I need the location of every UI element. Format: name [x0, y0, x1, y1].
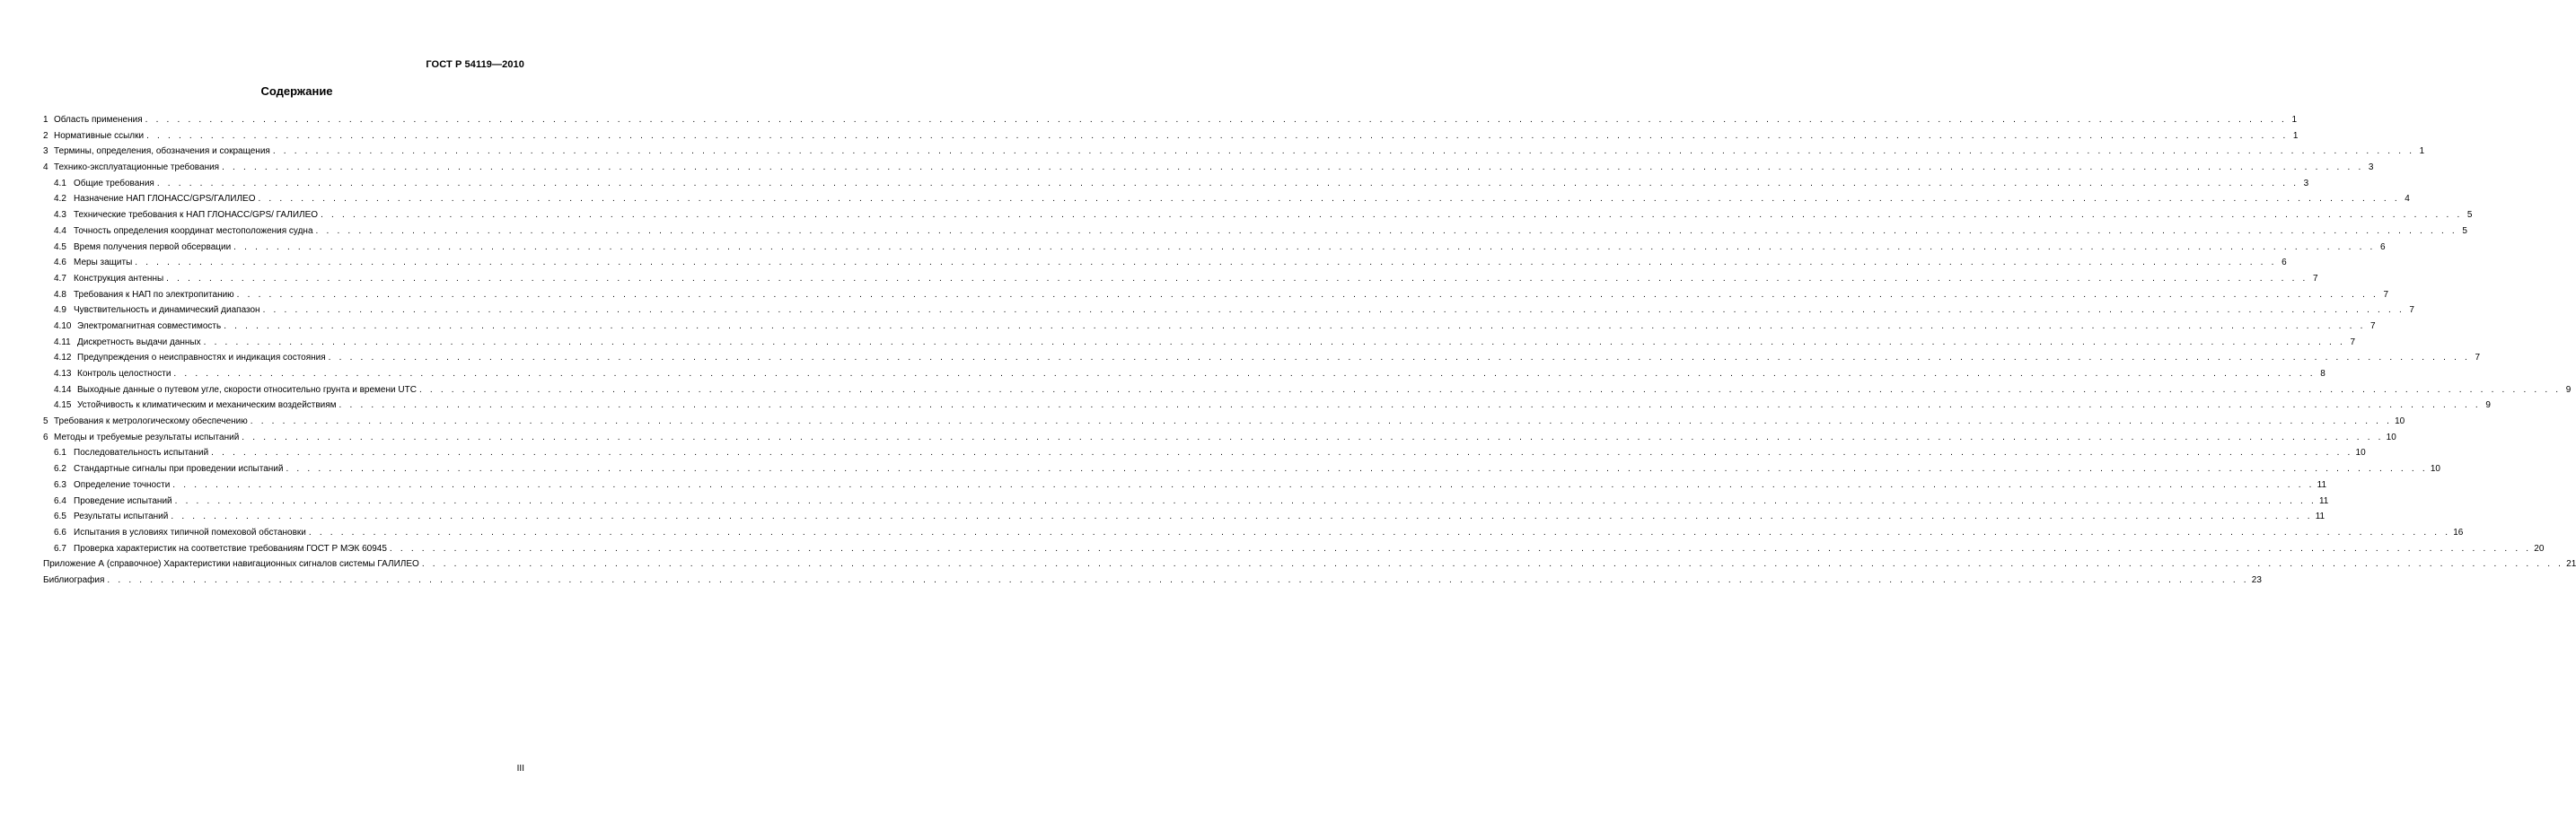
toc-entry-page: 6	[2379, 241, 2386, 252]
dot-leader: . . . . . . . . . . . . . . . . . . . . . . . . . . . . . . . . . . . . . . . . . . . . . . . . . . . . . . . . . . . . . . . . . . . . . . . . . . . . . . . . . . . . . . . . . . . . . . . . . . . . . . . . . . . . . . . . . . . . . . . . . . . . . . . . . . . . . . . . . . . . . . . . . . . . . . . . . . . . . . . . . . . . . . . . . . . . . . . . . . . . . . . . . . . . . . . . . . . . . . . .	[107, 574, 2249, 585]
dot-leader: . . . . . . . . . . . . . . . . . . . . . . . . . . . . . . . . . . . . . . . . . . . . . . . . . . . . . . . . . . . . . . . . . . . . . . . . . . . . . . . . . . . . . . . . . . . . . . . . . . . . . . . . . . . . . . . . . . . . . . . . . . . . . . . . . . . . . . . . . . . . . . . . . . . . . . . . . . . . . . . . . . . . . . . . . . . . . . . . . . . . . . . . . . . . . . . . . . . . . . . .	[135, 258, 2277, 268]
toc-entry[interactable]	[43, 287, 2389, 303]
toc-entry-label: Чувствительность и динамический диапазон	[74, 305, 260, 316]
toc-entry-page: 1	[2419, 146, 2425, 157]
dot-leader: . . . . . . . . . . . . . . . . . . . . . . . . . . . . . . . . . . . . . . . . . . . . . . . . . . . . . . . . . . . . . . . . . . . . . . . . . . . . . . . . . . . . . . . . . . . . . . . . . . . . . . . . . . . . . . . . . . . . . . . . . . . . . . . . . . . . . . . . . . . . . . . . . . . . . . . . . . . . . . . . . . . . . . . . . . . . . . . . . . . . . . . . . . . . . . . . . . . . . . . .	[328, 353, 2471, 363]
dot-leader: . . . . . . . . . . . . . . . . . . . . . . . . . . . . . . . . . . . . . . . . . . . . . . . . . . . . . . . . . . . . . . . . . . . . . . . . . . . . . . . . . . . . . . . . . . . . . . . . . . . . . . . . . . . . . . . . . . . . . . . . . . . . . . . . . . . . . . . . . . . . . . . . . . . . . . . . . . . . . . . . . . . . . . . . . . . . . . . . . . . . . . . . . . . . . . . . . . . . . . . .	[172, 479, 2315, 490]
dot-leader: . . . . . . . . . . . . . . . . . . . . . . . . . . . . . . . . . . . . . . . . . . . . . . . . . . . . . . . . . . . . . . . . . . . . . . . . . . . . . . . . . . . . . . . . . . . . . . . . . . . . . . . . . . . . . . . . . . . . . . . . . . . . . . . . . . . . . . . . . . . . . . . . . . . . . . . . . . . . . . . . . . . . . . . . . . . . . . . . . . . . . . . . . . . . . . . . . . . . . . . .	[156, 178, 2299, 188]
toc-entry-page: 5	[2462, 225, 2467, 236]
dot-leader: . . . . . . . . . . . . . . . . . . . . . . . . . . . . . . . . . . . . . . . . . . . . . . . . . . . . . . . . . . . . . . . . . . . . . . . . . . . . . . . . . . . . . . . . . . . . . . . . . . . . . . . . . . . . . . . . . . . . . . . . . . . . . . . . . . . . . . . . . . . . . . . . . . . . . . . . . . . . . . . . . . . . . . . . . . . . . . . . . . . . . . . . . . . . . . . . . . . . . . . .	[418, 384, 2562, 395]
toc-entry[interactable]	[43, 350, 2481, 366]
toc-entry[interactable]	[43, 541, 2545, 557]
toc-entry-label: Электромагнитная совместимость	[77, 320, 222, 331]
toc-entry-number: 6.6	[54, 527, 66, 538]
toc-entry[interactable]	[43, 207, 2473, 223]
toc-entry-label: Результаты испытаний	[74, 512, 169, 522]
table-of-contents	[43, 112, 2576, 589]
toc-entry-label: Последовательность испытаний	[74, 448, 209, 459]
toc-entry-number: 4.9	[54, 305, 66, 316]
dot-leader: . . . . . . . . . . . . . . . . . . . . . . . . . . . . . . . . . . . . . . . . . . . . . . . . . . . . . . . . . . . . . . . . . . . . . . . . . . . . . . . . . . . . . . . . . . . . . . . . . . . . . . . . . . . . . . . . . . . . . . . . . . . . . . . . . . . . . . . . . . . . . . . . . . . . . . . . . . . . . . . . . . . . . . . . . . . . . . . . . . . . . . . . . . . . . . . . . . . . . . . .	[242, 432, 2384, 442]
toc-entry-page: 10	[2430, 464, 2440, 475]
dot-leader: . . . . . . . . . . . . . . . . . . . . . . . . . . . . . . . . . . . . . . . . . . . . . . . . . . . . . . . . . . . . . . . . . . . . . . . . . . . . . . . . . . . . . . . . . . . . . . . . . . . . . . . . . . . . . . . . . . . . . . . . . . . . . . . . . . . . . . . . . . . . . . . . . . . . . . . . . . . . . . . . . . . . . . . . . . . . . . . . . . . . . . . . . . . . . . . . . . . . . . . .	[315, 225, 2457, 236]
toc-entry-label: Меры защиты	[74, 258, 133, 268]
toc-entry-number: 5	[43, 416, 48, 427]
toc-entry-label: Испытания в условиях типичной помеховой обстановки	[74, 527, 306, 538]
toc-entry-page: 7	[2475, 353, 2481, 363]
toc-entry-number: 4	[43, 162, 48, 173]
dot-leader: . . . . . . . . . . . . . . . . . . . . . . . . . . . . . . . . . . . . . . . . . . . . . . . . . . . . . . . . . . . . . . . . . . . . . . . . . . . . . . . . . . . . . . . . . . . . . . . . . . . . . . . . . . . . . . . . . . . . . . . . . . . . . . . . . . . . . . . . . . . . . . . . . . . . . . . . . . . . . . . . . . . . . . . . . . . . . . . . . . . . . . . . . . . . . . . . . . . . . . . .	[145, 115, 2287, 125]
toc-entry-page: 5	[2466, 210, 2473, 221]
toc-entry[interactable]	[43, 176, 2309, 192]
toc-entry-page: 3	[2368, 162, 2374, 173]
toc-entry-number: 4.10	[54, 320, 72, 331]
toc-entry-label: Точность определения координат местоположения судна	[74, 225, 313, 236]
toc-entry[interactable]	[43, 414, 2405, 430]
toc-entry-number: 6.2	[54, 464, 66, 475]
toc-entry-number: 4.6	[54, 258, 66, 268]
toc-entry-label: Дискретность выдачи данных	[77, 337, 201, 347]
toc-entry-number: 4.13	[54, 369, 72, 379]
dot-leader: . . . . . . . . . . . . . . . . . . . . . . . . . . . . . . . . . . . . . . . . . . . . . . . . . . . . . . . . . . . . . . . . . . . . . . . . . . . . . . . . . . . . . . . . . . . . . . . . . . . . . . . . . . . . . . . . . . . . . . . . . . . . . . . . . . . . . . . . . . . . . . . . . . . . . . . . . . . . . . . . . . . . . . . . . . . . . . . . . . . . . . . . . . . . . . . . . . . . . . . .	[173, 369, 2316, 379]
toc-entry-label: Методы и требуемые результаты испытаний	[54, 432, 240, 442]
dot-leader: . . . . . . . . . . . . . . . . . . . . . . . . . . . . . . . . . . . . . . . . . . . . . . . . . . . . . . . . . . . . . . . . . . . . . . . . . . . . . . . . . . . . . . . . . . . . . . . . . . . . . . . . . . . . . . . . . . . . . . . . . . . . . . . . . . . . . . . . . . . . . . . . . . . . . . . . . . . . . . . . . . . . . . . . . . . . . . . . . . . . . . . . . . . . . . . . . . . . . . . .	[308, 527, 2451, 538]
dot-leader: . . . . . . . . . . . . . . . . . . . . . . . . . . . . . . . . . . . . . . . . . . . . . . . . . . . . . . . . . . . . . . . . . . . . . . . . . . . . . . . . . . . . . . . . . . . . . . . . . . . . . . . . . . . . . . . . . . . . . . . . . . . . . . . . . . . . . . . . . . . . . . . . . . . . . . . . . . . . . . . . . . . . . . . . . . . . . . . . . . . . . . . . . . . . . . . . . . . . . . . .	[171, 512, 2313, 522]
dot-leader: . . . . . . . . . . . . . . . . . . . . . . . . . . . . . . . . . . . . . . . . . . . . . . . . . . . . . . . . . . . . . . . . . . . . . . . . . . . . . . . . . . . . . . . . . . . . . . . . . . . . . . . . . . . . . . . . . . . . . . . . . . . . . . . . . . . . . . . . . . . . . . . . . . . . . . . . . . . . . . . . . . . . . . . . . . . . . . . . . . . . . . . . . . . . . . . . . . . . . . . .	[233, 241, 2376, 252]
toc-entry-label: Библиография	[43, 574, 105, 585]
toc-entry-number: 4.2	[54, 194, 66, 205]
toc-entry[interactable]	[43, 430, 2396, 446]
toc-entry-page: 20	[2534, 543, 2545, 554]
toc-entry-page: 1	[2292, 130, 2299, 141]
dot-leader: . . . . . . . . . . . . . . . . . . . . . . . . . . . . . . . . . . . . . . . . . . . . . . . . . . . . . . . . . . . . . . . . . . . . . . . . . . . . . . . . . . . . . . . . . . . . . . . . . . . . . . . . . . . . . . . . . . . . . . . . . . . . . . . . . . . . . . . . . . . . . . . . . . . . . . . . . . . . . . . . . . . . . . . . . . . . . . . . . . . . . . . . . . . . . . . . . . . . . . . .	[203, 337, 2345, 347]
toc-entry-page: 10	[2386, 432, 2396, 442]
toc-entry[interactable]	[43, 445, 2366, 461]
toc-entry-label: Нормативные ссылки	[54, 130, 145, 141]
toc-entry-page: 7	[2383, 289, 2389, 300]
toc-entry-page: 23	[2251, 574, 2262, 585]
toc-entry-number: 4.5	[54, 241, 66, 252]
toc-entry-number: 4.15	[54, 400, 72, 411]
toc-entry-page: 11	[2315, 512, 2325, 522]
toc-entry-page: 10	[2355, 448, 2366, 459]
toc-entry-number: 4.8	[54, 289, 66, 300]
toc-entry-label: Область применения	[54, 115, 143, 125]
toc-entry[interactable]	[43, 573, 2262, 589]
toc-entry-label: Проверка характеристик на соответствие требованиям ГОСТ Р МЭК 60945	[74, 543, 387, 554]
toc-entry-number: 6.3	[54, 479, 66, 490]
dot-leader: . . . . . . . . . . . . . . . . . . . . . . . . . . . . . . . . . . . . . . . . . . . . . . . . . . . . . . . . . . . . . . . . . . . . . . . . . . . . . . . . . . . . . . . . . . . . . . . . . . . . . . . . . . . . . . . . . . . . . . . . . . . . . . . . . . . . . . . . . . . . . . . . . . . . . . . . . . . . . . . . . . . . . . . . . . . . . . . . . . . . . . . . . . . . . . . . . . . . . . . .	[236, 289, 2379, 300]
toc-entry-label: Требования к метрологическому обеспечению	[54, 416, 248, 427]
toc-entry-page: 4	[2405, 194, 2410, 205]
toc-entry-number: 6.1	[54, 448, 66, 459]
toc-entry-label: Проведение испытаний	[74, 495, 172, 506]
toc-entry[interactable]	[43, 128, 2299, 144]
toc-entry-number: 6	[43, 432, 48, 442]
toc-entry-page: 11	[2318, 495, 2329, 506]
toc-entry[interactable]	[43, 398, 2491, 414]
toc-entry[interactable]	[43, 191, 2410, 207]
toc-entry-number: 4.12	[54, 353, 72, 363]
toc-entry-label: Приложение А (справочное) Характеристики навигационных сигналов системы ГАЛИЛЕО	[43, 559, 419, 570]
toc-entry-label: Общие требования	[74, 178, 154, 188]
dot-leader: . . . . . . . . . . . . . . . . . . . . . . . . . . . . . . . . . . . . . . . . . . . . . . . . . . . . . . . . . . . . . . . . . . . . . . . . . . . . . . . . . . . . . . . . . . . . . . . . . . . . . . . . . . . . . . . . . . . . . . . . . . . . . . . . . . . . . . . . . . . . . . . . . . . . . . . . . . . . . . . . . . . . . . . . . . . . . . . . . . . . . . . . . . . . . . . . . . . . . . . .	[258, 194, 2400, 205]
document-id-header: ГОСТ Р 54119—2010	[426, 59, 524, 70]
dot-leader: . . . . . . . . . . . . . . . . . . . . . . . . . . . . . . . . . . . . . . . . . . . . . . . . . . . . . . . . . . . . . . . . . . . . . . . . . . . . . . . . . . . . . . . . . . . . . . . . . . . . . . . . . . . . . . . . . . . . . . . . . . . . . . . . . . . . . . . . . . . . . . . . . . . . . . . . . . . . . . . . . . . . . . . . . . . . . . . . . . . . . . . . . . . . . . . . . . . . . . . .	[146, 130, 2289, 141]
toc-entry-number: 1	[43, 115, 48, 125]
toc-entry-number: 3	[43, 146, 48, 157]
toc-entry-page: 11	[2317, 479, 2327, 490]
toc-entry[interactable]	[43, 366, 2325, 382]
dot-leader: . . . . . . . . . . . . . . . . . . . . . . . . . . . . . . . . . . . . . . . . . . . . . . . . . . . . . . . . . . . . . . . . . . . . . . . . . . . . . . . . . . . . . . . . . . . . . . . . . . . . . . . . . . . . . . . . . . . . . . . . . . . . . . . . . . . . . . . . . . . . . . . . . . . . . . . . . . . . . . . . . . . . . . . . . . . . . . . . . . . . . . . . . . . . . . . . . . . . . . . .	[421, 559, 2564, 570]
toc-entry-number: 6.7	[54, 543, 66, 554]
toc-entry-label: Предупреждения о неисправностях и индикация состояния	[77, 353, 326, 363]
toc-entry-label: Устойчивость к климатическим и механическим воздействиям	[77, 400, 337, 411]
toc-entry[interactable]	[43, 477, 2327, 494]
dot-leader: . . . . . . . . . . . . . . . . . . . . . . . . . . . . . . . . . . . . . . . . . . . . . . . . . . . . . . . . . . . . . . . . . . . . . . . . . . . . . . . . . . . . . . . . . . . . . . . . . . . . . . . . . . . . . . . . . . . . . . . . . . . . . . . . . . . . . . . . . . . . . . . . . . . . . . . . . . . . . . . . . . . . . . . . . . . . . . . . . . . . . . . . . . . . . . . . . . . . . . . .	[222, 162, 2364, 173]
toc-entry-label: Термины, определения, обозначения и сокращения	[54, 146, 270, 157]
toc-entry-number: 4.1	[54, 178, 66, 188]
toc-entry[interactable]	[43, 509, 2325, 525]
dot-leader: . . . . . . . . . . . . . . . . . . . . . . . . . . . . . . . . . . . . . . . . . . . . . . . . . . . . . . . . . . . . . . . . . . . . . . . . . . . . . . . . . . . . . . . . . . . . . . . . . . . . . . . . . . . . . . . . . . . . . . . . . . . . . . . . . . . . . . . . . . . . . . . . . . . . . . . . . . . . . . . . . . . . . . . . . . . . . . . . . . . . . . . . . . . . . . . . . . . . . . . .	[224, 320, 2366, 331]
toc-entry-number: 4.3	[54, 210, 66, 221]
toc-entry-label: Конструкция антенны	[74, 273, 164, 284]
toc-entry-number: 4.11	[54, 337, 71, 347]
dot-leader: . . . . . . . . . . . . . . . . . . . . . . . . . . . . . . . . . . . . . . . . . . . . . . . . . . . . . . . . . . . . . . . . . . . . . . . . . . . . . . . . . . . . . . . . . . . . . . . . . . . . . . . . . . . . . . . . . . . . . . . . . . . . . . . . . . . . . . . . . . . . . . . . . . . . . . . . . . . . . . . . . . . . . . . . . . . . . . . . . . . . . . . . . . . . . . . . . . . . . . . .	[321, 210, 2463, 221]
toc-entry-page: 16	[2453, 527, 2464, 538]
dot-leader: . . . . . . . . . . . . . . . . . . . . . . . . . . . . . . . . . . . . . . . . . . . . . . . . . . . . . . . . . . . . . . . . . . . . . . . . . . . . . . . . . . . . . . . . . . . . . . . . . . . . . . . . . . . . . . . . . . . . . . . . . . . . . . . . . . . . . . . . . . . . . . . . . . . . . . . . . . . . . . . . . . . . . . . . . . . . . . . . . . . . . . . . . . . . . . . . . . . . . . . .	[389, 543, 2532, 554]
toc-entry-number: 4.7	[54, 273, 66, 284]
toc-entry-page: 3	[2303, 178, 2309, 188]
dot-leader: . . . . . . . . . . . . . . . . . . . . . . . . . . . . . . . . . . . . . . . . . . . . . . . . . . . . . . . . . . . . . . . . . . . . . . . . . . . . . . . . . . . . . . . . . . . . . . . . . . . . . . . . . . . . . . . . . . . . . . . . . . . . . . . . . . . . . . . . . . . . . . . . . . . . . . . . . . . . . . . . . . . . . . . . . . . . . . . . . . . . . . . . . . . . . . . . . . . . . . . .	[338, 400, 2481, 411]
toc-entry[interactable]	[43, 240, 2386, 256]
toc-entry-page: 7	[2312, 273, 2318, 284]
toc-entry[interactable]	[43, 223, 2467, 240]
toc-entry[interactable]	[43, 319, 2376, 335]
dot-leader: . . . . . . . . . . . . . . . . . . . . . . . . . . . . . . . . . . . . . . . . . . . . . . . . . . . . . . . . . . . . . . . . . . . . . . . . . . . . . . . . . . . . . . . . . . . . . . . . . . . . . . . . . . . . . . . . . . . . . . . . . . . . . . . . . . . . . . . . . . . . . . . . . . . . . . . . . . . . . . . . . . . . . . . . . . . . . . . . . . . . . . . . . . . . . . . . . . . . . . . .	[286, 464, 2428, 475]
toc-entry-label: Технические требования к НАП ГЛОНАСС/GPS/ ГАЛИЛЕО	[74, 210, 319, 221]
toc-entry-page: 7	[2409, 305, 2414, 316]
toc-entry[interactable]	[43, 112, 2297, 128]
toc-entry-number: 6.5	[54, 512, 66, 522]
toc-entry[interactable]	[43, 525, 2464, 541]
dot-leader: . . . . . . . . . . . . . . . . . . . . . . . . . . . . . . . . . . . . . . . . . . . . . . . . . . . . . . . . . . . . . . . . . . . . . . . . . . . . . . . . . . . . . . . . . . . . . . . . . . . . . . . . . . . . . . . . . . . . . . . . . . . . . . . . . . . . . . . . . . . . . . . . . . . . . . . . . . . . . . . . . . . . . . . . . . . . . . . . . . . . . . . . . . . . . . . . . . . . . . . .	[262, 305, 2405, 316]
toc-entry-number: 4.14	[54, 384, 72, 395]
page-title: Содержание	[260, 84, 333, 98]
toc-entry[interactable]	[43, 160, 2374, 176]
dot-leader: . . . . . . . . . . . . . . . . . . . . . . . . . . . . . . . . . . . . . . . . . . . . . . . . . . . . . . . . . . . . . . . . . . . . . . . . . . . . . . . . . . . . . . . . . . . . . . . . . . . . . . . . . . . . . . . . . . . . . . . . . . . . . . . . . . . . . . . . . . . . . . . . . . . . . . . . . . . . . . . . . . . . . . . . . . . . . . . . . . . . . . . . . . . . . . . . . . . . . . . .	[272, 146, 2415, 157]
toc-entry-page: 10	[2395, 416, 2405, 427]
toc-entry-label: Требования к НАП по электропитанию	[74, 289, 234, 300]
toc-entry-number: 2	[43, 130, 48, 141]
toc-entry-label: Назначение НАП ГЛОНАСС/GPS/ГАЛИЛЕО	[74, 194, 256, 205]
toc-entry-page: 21	[2566, 559, 2576, 570]
toc-entry[interactable]	[43, 494, 2329, 510]
toc-entry-page: 6	[2281, 258, 2287, 268]
toc-entry-label: Стандартные сигналы при проведении испытаний	[74, 464, 284, 475]
toc-entry-label: Контроль целостности	[77, 369, 171, 379]
toc-entry-page: 9	[2485, 400, 2491, 411]
toc-entry[interactable]	[43, 302, 2414, 319]
dot-leader: . . . . . . . . . . . . . . . . . . . . . . . . . . . . . . . . . . . . . . . . . . . . . . . . . . . . . . . . . . . . . . . . . . . . . . . . . . . . . . . . . . . . . . . . . . . . . . . . . . . . . . . . . . . . . . . . . . . . . . . . . . . . . . . . . . . . . . . . . . . . . . . . . . . . . . . . . . . . . . . . . . . . . . . . . . . . . . . . . . . . . . . . . . . . . . . . . . . . . . . .	[211, 448, 2353, 459]
dot-leader: . . . . . . . . . . . . . . . . . . . . . . . . . . . . . . . . . . . . . . . . . . . . . . . . . . . . . . . . . . . . . . . . . . . . . . . . . . . . . . . . . . . . . . . . . . . . . . . . . . . . . . . . . . . . . . . . . . . . . . . . . . . . . . . . . . . . . . . . . . . . . . . . . . . . . . . . . . . . . . . . . . . . . . . . . . . . . . . . . . . . . . . . . . . . . . . . . . . . . . . .	[174, 495, 2317, 506]
toc-entry[interactable]	[43, 461, 2440, 477]
toc-entry[interactable]	[43, 271, 2318, 287]
page-number: III	[516, 764, 524, 774]
toc-entry-number: 4.4	[54, 225, 66, 236]
toc-entry[interactable]	[43, 255, 2287, 271]
toc-entry[interactable]	[43, 335, 2355, 351]
toc-entry-label: Время получения первой обсервации	[74, 241, 232, 252]
toc-entry[interactable]	[43, 382, 2572, 398]
toc-entry-label: Технико-эксплуатационные требования	[54, 162, 220, 173]
dot-leader: . . . . . . . . . . . . . . . . . . . . . . . . . . . . . . . . . . . . . . . . . . . . . . . . . . . . . . . . . . . . . . . . . . . . . . . . . . . . . . . . . . . . . . . . . . . . . . . . . . . . . . . . . . . . . . . . . . . . . . . . . . . . . . . . . . . . . . . . . . . . . . . . . . . . . . . . . . . . . . . . . . . . . . . . . . . . . . . . . . . . . . . . . . . . . . . . . . . . . . . .	[250, 416, 2393, 427]
toc-entry-page: 8	[2320, 369, 2325, 379]
toc-entry-label: Определение точности	[74, 479, 171, 490]
toc-entry-page: 7	[2370, 320, 2376, 331]
toc-entry-page: 1	[2291, 115, 2297, 125]
toc-entry-label: Выходные данные о путевом угле, скорости относительно грунта и времени UTC	[77, 384, 417, 395]
dot-leader: . . . . . . . . . . . . . . . . . . . . . . . . . . . . . . . . . . . . . . . . . . . . . . . . . . . . . . . . . . . . . . . . . . . . . . . . . . . . . . . . . . . . . . . . . . . . . . . . . . . . . . . . . . . . . . . . . . . . . . . . . . . . . . . . . . . . . . . . . . . . . . . . . . . . . . . . . . . . . . . . . . . . . . . . . . . . . . . . . . . . . . . . . . . . . . . . . . . . . . . .	[166, 273, 2308, 284]
toc-entry-page: 7	[2350, 337, 2355, 347]
toc-entry-page: 9	[2565, 384, 2572, 395]
toc-entry[interactable]	[43, 144, 2425, 160]
toc-entry-number: 6.4	[54, 495, 66, 506]
toc-entry[interactable]	[43, 556, 2576, 573]
